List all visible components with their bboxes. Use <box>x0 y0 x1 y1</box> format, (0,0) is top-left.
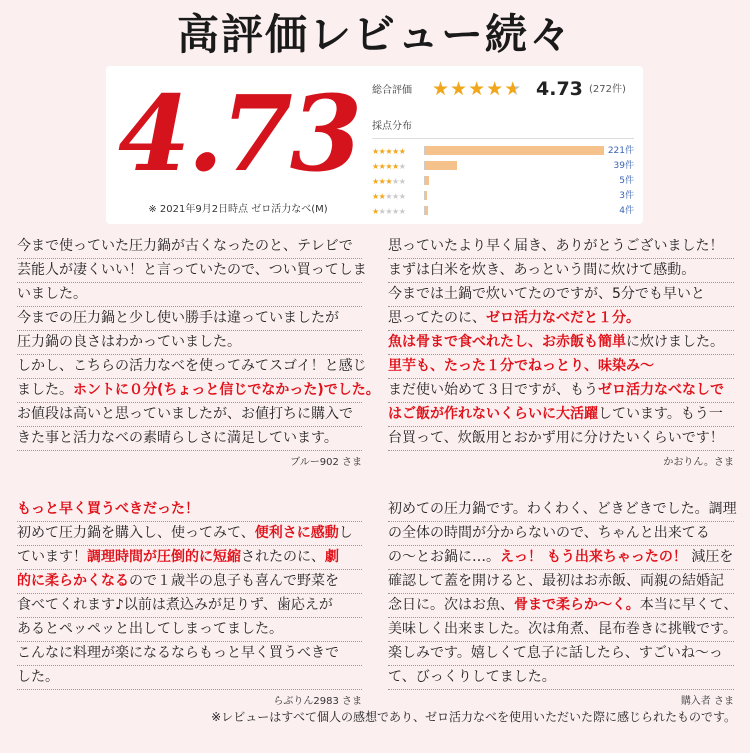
review-line <box>388 594 738 618</box>
review-line <box>388 331 734 355</box>
review-line <box>17 522 362 546</box>
review-author: らぶりん2983 さま <box>273 696 362 707</box>
distribution-row <box>372 189 634 204</box>
review-text: まずは白米を炊き、あっという間に炊けて感動。 <box>388 262 696 278</box>
review-text: されたのに、 <box>241 549 325 565</box>
review-line <box>388 379 734 403</box>
distribution-row <box>372 144 634 159</box>
review-count: (272件) <box>589 84 626 95</box>
review-text: あるとペッペッと出してしまってました。 <box>17 621 283 637</box>
highlighted-text: 魚は骨まで食べれたし、お赤飯も簡単 <box>388 334 626 350</box>
star-icon: ★★★★★ <box>372 207 406 216</box>
highlighted-text: 里芋も、たった１分でねっとり、味染み～ <box>388 358 654 374</box>
review-text: 美味しく出来ました。次は角煮、昆布巻きに挑戦です。 <box>388 621 737 637</box>
review-line <box>388 403 734 427</box>
review-card <box>17 235 380 471</box>
review-line <box>388 307 734 331</box>
review-line <box>17 403 362 427</box>
review-text: 楽しみです。嬉しくて息子に話したら、すごいね～っ <box>388 645 723 661</box>
review-line <box>388 235 734 259</box>
score-note: ※ 2021年9月2日時点 ゼロ活力なべ(M) <box>148 204 328 215</box>
review-text: 今まで使っていた圧力鍋が古くなったのと、テレビで <box>17 238 353 254</box>
distribution-row <box>372 204 634 219</box>
star-icon: ★ <box>504 78 522 100</box>
review-text: の～とお鍋に…。 <box>388 549 500 565</box>
star-icon: ★★★★★ <box>372 177 406 186</box>
review-line <box>388 259 734 283</box>
average-value: 4.73 <box>536 78 583 100</box>
highlighted-text: 的に柔らかくなる <box>17 573 129 589</box>
distribution-bar <box>424 146 604 155</box>
review-text: ので１歳半の息子も喜んで野菜を <box>129 573 339 589</box>
highlighted-text: はご飯が作れないくらいに大活躍 <box>388 406 598 422</box>
review-text: 減圧を <box>686 549 734 565</box>
highlighted-text: もっと早く買うべきだった！ <box>17 501 199 517</box>
review-text: 思ってたのに、 <box>388 310 486 326</box>
review-text: 今までは土鍋で炊いてたのですが、5分でも早いと <box>388 286 705 302</box>
page-title: 高評価レビュー続々 <box>176 10 573 59</box>
review-text: した。 <box>17 669 59 685</box>
distribution-row <box>372 159 634 174</box>
divider <box>372 138 634 139</box>
review-text: し <box>338 525 353 541</box>
review-text: 台買って、炊飯用とおかず用に分けたいくらいです！ <box>388 430 724 446</box>
review-line <box>388 570 734 594</box>
distribution-count: 221件 <box>607 146 634 156</box>
review-line <box>388 355 734 379</box>
summary-label: 総合評価 <box>372 85 412 96</box>
review-text: 初めての圧力鍋です。わくわく、どきどきでした。調理 <box>388 501 737 517</box>
star-icon: ★ <box>432 78 450 100</box>
review-line <box>17 259 367 283</box>
review-text: 初めて圧力鍋を購入し、使ってみて、 <box>17 525 255 541</box>
review-text: 確認して蓋を開けると、最初はお赤飯、両親の結婚記 <box>388 573 724 589</box>
review-text: 食べてくれます♪以前は煮込みが足りず、歯応えが <box>17 597 333 613</box>
review-text: 念日に。次はお魚、 <box>388 597 514 613</box>
review-card <box>17 498 362 710</box>
distribution-count: 39件 <box>613 161 634 171</box>
review-line <box>388 427 734 451</box>
highlighted-text: ホントに０分(ちょっと信じでなかった)でした。 <box>73 382 380 398</box>
review-line <box>17 498 362 522</box>
review-text: の全体の時間が分からないので、ちゃんと出来てる <box>388 525 710 541</box>
review-line <box>17 546 362 570</box>
review-line <box>388 642 734 666</box>
review-line <box>388 498 737 522</box>
review-text: しています。もう一 <box>598 406 723 422</box>
star-icon: ★ <box>486 78 504 100</box>
review-text: ました。 <box>17 382 73 398</box>
distribution-bar <box>424 191 604 200</box>
star-icon: ★★★★★ <box>372 192 406 201</box>
highlighted-text: ゼロ活力なべだと１分。 <box>486 310 640 326</box>
review-line <box>17 379 380 403</box>
review-card <box>388 498 738 710</box>
star-icon: ★★★★★ <box>372 147 406 156</box>
highlighted-text: 劇 <box>325 549 339 565</box>
distribution-count: 3件 <box>619 191 634 201</box>
review-text: 思っていたより早く届き、ありがとうございました！ <box>388 238 724 254</box>
rating-card <box>106 66 643 224</box>
review-line <box>388 522 734 546</box>
review-text: ています！ <box>17 549 87 565</box>
review-text: 今までの圧力鍋と少し使い勝手は違っていましたが <box>17 310 339 326</box>
distribution-count: 5件 <box>619 176 634 186</box>
highlighted-text: 調理時間が圧倒的に短縮 <box>87 549 241 565</box>
star-icon: ★★★★★ <box>372 162 406 171</box>
review-line <box>17 666 362 690</box>
distribution-label: 採点分布 <box>372 121 412 132</box>
review-line <box>17 427 362 451</box>
highlighted-text: ゼロ活力なべなしで <box>598 382 724 398</box>
highlighted-text: えっ！ もう出来ちゃったの！ <box>500 549 687 565</box>
review-line <box>17 618 362 642</box>
review-line <box>17 235 362 259</box>
review-line <box>388 618 737 642</box>
review-text: 圧力鍋の良さはわかっていました。 <box>17 334 241 350</box>
rating-distribution <box>372 144 634 219</box>
average-stars <box>432 78 521 100</box>
review-line <box>388 666 734 690</box>
distribution-bar <box>424 161 604 170</box>
review-card <box>388 235 734 471</box>
review-text: いました。 <box>17 286 87 302</box>
review-line <box>17 642 362 666</box>
disclaimer-note: ※レビューはすべて個人の感想であり、ゼロ活力なべを使用いただいた際に感じられたものです。 <box>211 710 736 724</box>
review-line <box>17 594 362 618</box>
review-text: に炊けました。 <box>626 334 724 350</box>
review-line <box>388 283 734 307</box>
distribution-bar <box>424 206 604 215</box>
review-line <box>17 570 362 594</box>
review-line <box>17 307 362 331</box>
review-text: お値段は高いと思っていましたが、お値打ちに購入で <box>17 406 353 422</box>
distribution-row <box>372 174 634 189</box>
review-line <box>17 331 362 355</box>
review-text: 芸能人が凄くいい！と言っていたので、つい買ってしま <box>17 262 367 278</box>
review-author: 購入者 さま <box>680 696 734 707</box>
distribution-count: 4件 <box>619 206 634 216</box>
highlighted-text: 便利さに感動 <box>254 525 339 541</box>
review-text: 本当に早くて、 <box>639 597 738 613</box>
review-text: こんなに料理が楽になるならもっと早く買うべきで <box>17 645 339 661</box>
big-score: 4.73 <box>118 72 360 195</box>
star-icon: ★ <box>468 78 486 100</box>
review-author: ブルー902 さま <box>290 457 362 468</box>
review-text: しかし、こちらの活力なべを使ってみてスゴイ！と感じ <box>17 358 367 374</box>
review-text: きた事と活力なべの素晴らしさに満足しています。 <box>17 430 338 446</box>
star-icon: ★ <box>450 78 468 100</box>
review-line <box>388 546 734 570</box>
review-author: かおりん。さま <box>663 457 734 468</box>
distribution-bar <box>424 176 604 185</box>
review-text: て、びっくりしてました。 <box>388 669 556 685</box>
highlighted-text: 骨まで柔らか～く。 <box>514 597 640 613</box>
review-text: まだ使い始めて３日ですが、もう <box>388 382 598 398</box>
review-line <box>17 355 367 379</box>
review-line <box>17 283 362 307</box>
